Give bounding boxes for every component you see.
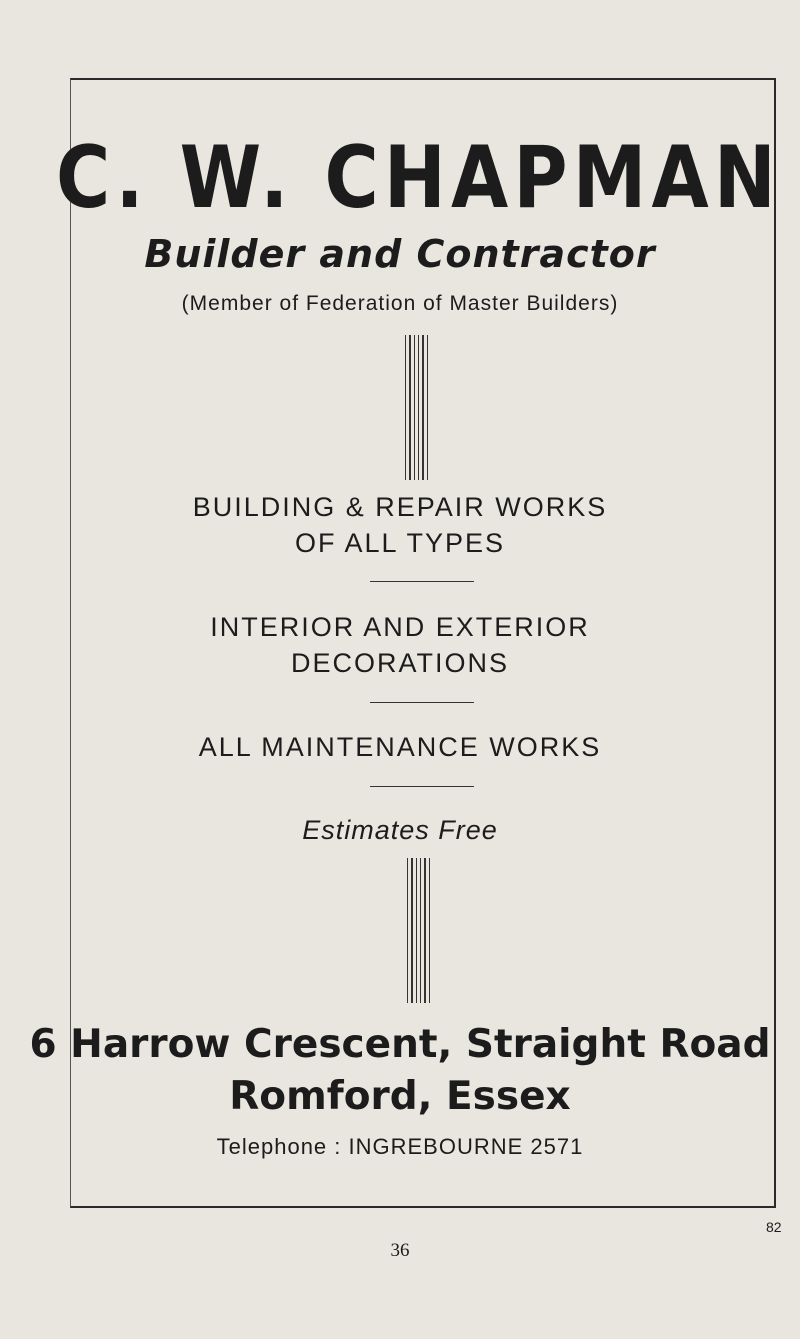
company-name: C. W. CHAPMAN xyxy=(56,128,781,228)
membership-note: (Member of Federation of Master Builders) xyxy=(181,292,619,315)
tagline: Builder and Contractor xyxy=(144,232,656,276)
telephone: Telephone : INGREBOURNE 2571 xyxy=(216,1134,584,1159)
divider xyxy=(370,786,474,787)
service-decorations-line1: INTERIOR AND EXTERIOR xyxy=(210,612,590,642)
address-line2: Romford, Essex xyxy=(229,1074,571,1119)
address-line1: 6 Harrow Crescent, Straight Road xyxy=(29,1022,771,1067)
service-maintenance: ALL MAINTENANCE WORKS xyxy=(198,732,602,762)
vertical-rule-ornament-bottom xyxy=(407,858,430,1003)
divider xyxy=(370,702,474,703)
page-number: 36 xyxy=(390,1240,410,1261)
service-building-line1: BUILDING & REPAIR WORKS xyxy=(192,492,608,522)
service-decorations-line2: DECORATIONS xyxy=(290,648,509,678)
vertical-rule-ornament-top xyxy=(405,335,428,480)
service-building-line2: OF ALL TYPES xyxy=(294,528,506,558)
margin-number: 82 xyxy=(766,1219,782,1235)
divider xyxy=(370,581,474,582)
estimates-free: Estimates Free xyxy=(302,815,498,845)
